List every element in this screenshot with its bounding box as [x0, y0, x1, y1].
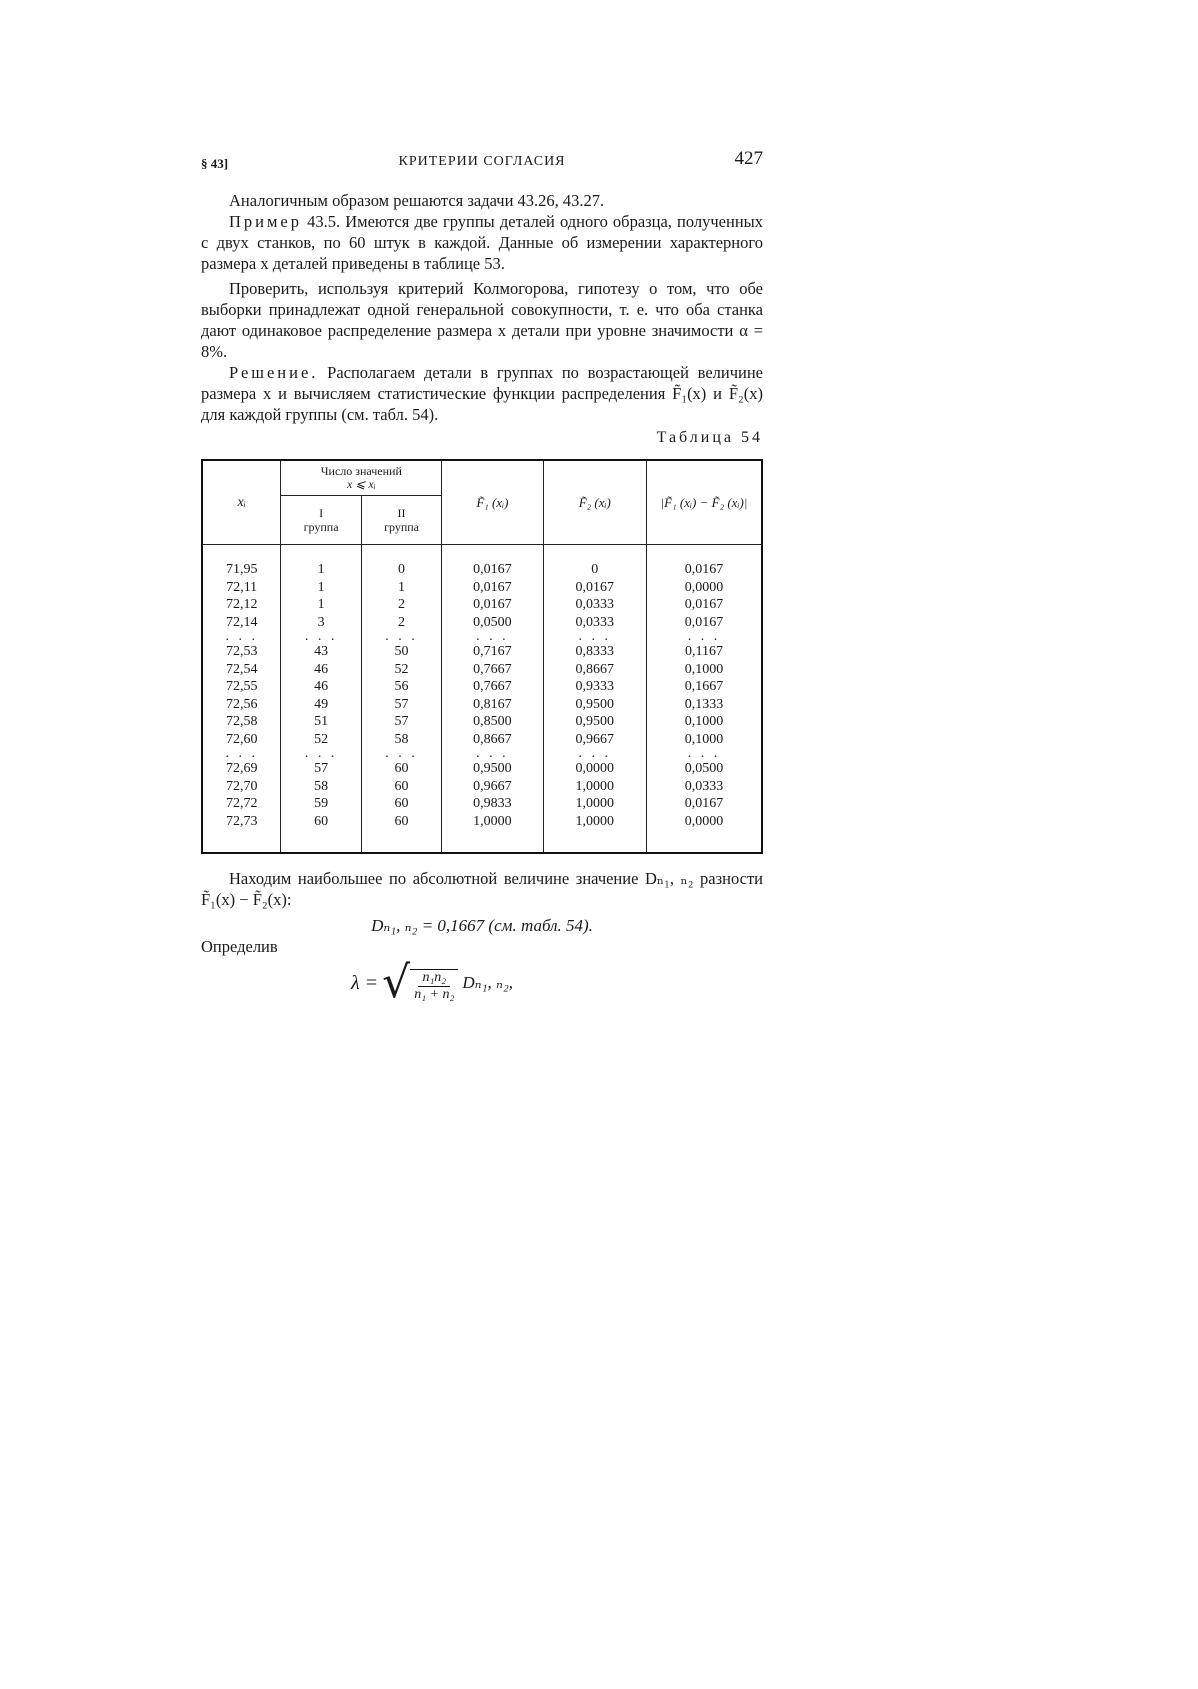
example-paragraph	[201, 211, 763, 274]
table-cell	[202, 830, 281, 853]
table-cell: 59	[281, 795, 361, 813]
table-cell: . . .	[647, 631, 763, 643]
example-number: 43.5.	[307, 212, 341, 231]
solution-label: Решение.	[229, 363, 319, 382]
table-cell: . . .	[442, 631, 543, 643]
table-cell: 0,9500	[543, 696, 646, 714]
table-row	[202, 661, 762, 679]
table-cell: 0,0167	[647, 614, 763, 632]
table-cell	[442, 545, 543, 562]
table-row	[202, 813, 762, 831]
table-cell: 51	[281, 713, 361, 731]
table-cell	[361, 830, 441, 853]
sqrt-icon: √	[382, 957, 411, 1008]
table-spacer-row	[202, 830, 762, 853]
table-cell: 0,8333	[543, 643, 646, 661]
table-cell: 43	[281, 643, 361, 661]
table-cell: 0,9333	[543, 678, 646, 696]
solution-paragraph	[201, 362, 763, 425]
fraction-numerator: n₁n₂	[418, 970, 450, 987]
table-row	[202, 696, 762, 714]
lambda-expression	[351, 957, 514, 1008]
table-cell: 57	[281, 760, 361, 778]
table-cell: 0,1000	[647, 713, 763, 731]
table-cell: 60	[361, 778, 441, 796]
table-row	[202, 561, 762, 579]
group1-word: группа	[303, 520, 339, 534]
table-cell: 1	[281, 561, 361, 579]
table-row	[202, 760, 762, 778]
table-cell: 0,9500	[543, 713, 646, 731]
table-cell: 72,70	[202, 778, 281, 796]
table-row	[202, 678, 762, 696]
table-row	[202, 596, 762, 614]
table-cell: . . .	[202, 748, 281, 760]
table-cell	[202, 545, 281, 562]
table-cell	[543, 545, 646, 562]
table-row	[202, 795, 762, 813]
table-cell: 52	[281, 731, 361, 749]
book-page	[201, 148, 763, 1017]
table-cell: 57	[361, 696, 441, 714]
table-cell	[543, 830, 646, 853]
formula-d: Dₙ₁, ₙ₂ = 0,1667 (см. табл. 54).	[371, 916, 593, 935]
table-cell: 72,11	[202, 579, 281, 597]
table-cell: 72,54	[202, 661, 281, 679]
table-cell: 0,0333	[543, 596, 646, 614]
table-cell	[647, 545, 763, 562]
table-cell: 1,0000	[442, 813, 543, 831]
group2-word: группа	[384, 520, 419, 534]
col-header-group2	[361, 496, 441, 545]
table-row	[202, 778, 762, 796]
table-cell: . . .	[442, 748, 543, 760]
table-cell: 0,8667	[543, 661, 646, 679]
table-cell: 2	[361, 596, 441, 614]
table-caption: Таблица 54	[656, 429, 763, 446]
table-cell: 0,0000	[647, 813, 763, 831]
table-cell: 0,0167	[442, 579, 543, 597]
col-header-x: xᵢ	[202, 460, 281, 545]
col-header-f1: F̃₁ (xᵢ)	[442, 460, 543, 545]
table-row	[202, 579, 762, 597]
table-cell: 0,9667	[543, 731, 646, 749]
table-cell: 0,0500	[647, 760, 763, 778]
group1-numeral: I	[319, 506, 324, 520]
lambda-lhs: λ =	[351, 971, 379, 994]
table-cell: 0,9500	[442, 760, 543, 778]
table-cell: 72,69	[202, 760, 281, 778]
table-cell: . . .	[361, 631, 441, 643]
table-cell: 0,9833	[442, 795, 543, 813]
table-body	[202, 545, 762, 854]
table-cell: 0	[543, 561, 646, 579]
table-cell: 0,0000	[543, 760, 646, 778]
find-paragraph: Находим наибольшее по абсолютной величине значение Dₙ₁, ₙ₂ разности F̃₁(x) − F̃₂(x):	[201, 869, 763, 909]
table-row	[202, 643, 762, 661]
table-cell: 60	[361, 795, 441, 813]
table-cell: . . .	[647, 748, 763, 760]
table-cell: 0,1000	[647, 731, 763, 749]
table-cell: 0,8667	[442, 731, 543, 749]
table-cell: 72,72	[202, 795, 281, 813]
table-ellipsis-row	[202, 631, 762, 643]
table-cell: 72,60	[202, 731, 281, 749]
table-cell: 0,1167	[647, 643, 763, 661]
table-cell: 58	[361, 731, 441, 749]
table-cell: 1,0000	[543, 795, 646, 813]
table-cell	[442, 830, 543, 853]
table-cell: . . .	[281, 631, 361, 643]
col-header-group1	[281, 496, 361, 545]
table-cell: 46	[281, 661, 361, 679]
table-cell: 60	[361, 760, 441, 778]
section-number: § 43]	[201, 156, 229, 171]
table-cell: 60	[281, 813, 361, 831]
table-cell: 72,55	[202, 678, 281, 696]
table-cell: 3	[281, 614, 361, 632]
table-cell: 60	[361, 813, 441, 831]
table-cell: 58	[281, 778, 361, 796]
col-header-count	[281, 460, 442, 496]
table-spacer-row	[202, 545, 762, 562]
table-cell: 0,0167	[647, 561, 763, 579]
define-word: Определив	[201, 937, 278, 956]
table-cell: 72,58	[202, 713, 281, 731]
table-cell: 0,7667	[442, 678, 543, 696]
task-paragraph: Проверить, используя критерий Колмогорова, гипотезу о том, что обе выборки принадлежат одной генеральной совокупности, т. е. что оба станка дают одинаковое распределение размера x детали при уровне значимости α = 8%.	[201, 279, 763, 361]
table-ellipsis-row	[202, 748, 762, 760]
table-cell: 49	[281, 696, 361, 714]
table-cell: 0,0500	[442, 614, 543, 632]
table-cell: . . .	[202, 631, 281, 643]
intro-paragraph: Аналогичным образом решаются задачи 43.26, 43.27.	[229, 191, 605, 210]
lambda-fraction	[410, 969, 458, 1003]
table-cell: 1	[281, 596, 361, 614]
group2-numeral: II	[397, 506, 406, 520]
table-cell: 0,1333	[647, 696, 763, 714]
table-cell: 0,8167	[442, 696, 543, 714]
table-cell: 71,95	[202, 561, 281, 579]
table-cell: 0,0167	[543, 579, 646, 597]
table-cell: 1,0000	[543, 778, 646, 796]
table-cell: 46	[281, 678, 361, 696]
table-cell	[281, 830, 361, 853]
example-label: Пример	[229, 212, 303, 231]
table-cell: 56	[361, 678, 441, 696]
table-cell: 72,73	[202, 813, 281, 831]
lambda-tail: Dₙ₁, ₙ₂,	[462, 973, 514, 992]
table-cell: 1	[281, 579, 361, 597]
table-cell: 0,8500	[442, 713, 543, 731]
table-cell: 0,1000	[647, 661, 763, 679]
table-cell: 0,0167	[442, 596, 543, 614]
table-cell: 0,0000	[647, 579, 763, 597]
fraction-denominator: n₁ + n₂	[414, 987, 455, 1002]
table-54	[201, 459, 763, 854]
table-cell: 72,12	[202, 596, 281, 614]
table-cell: 57	[361, 713, 441, 731]
count-condition: x ⩽ xᵢ	[347, 477, 376, 491]
running-header	[201, 148, 763, 176]
table-cell: 0	[361, 561, 441, 579]
table-cell: . . .	[543, 748, 646, 760]
table-cell: 1	[361, 579, 441, 597]
table-cell: 1,0000	[543, 813, 646, 831]
table-row	[202, 713, 762, 731]
table-cell: 0,1667	[647, 678, 763, 696]
lambda-formula	[201, 957, 763, 1017]
table-cell: 2	[361, 614, 441, 632]
table-cell: 52	[361, 661, 441, 679]
count-label: Число значений	[320, 464, 402, 478]
table-cell: 0,7667	[442, 661, 543, 679]
solution-text: Располагаем детали в группах по возрастающей величине размера x и вычисляем статистические функции распределения F̃₁(x) и F̃₂(x) для каждой группы (см. табл. 54).	[201, 363, 763, 424]
table-cell: 0,0167	[647, 596, 763, 614]
table-cell: 0,0333	[647, 778, 763, 796]
running-title: КРИТЕРИИ СОГЛАСИЯ	[398, 154, 566, 169]
table-cell: 0,0167	[647, 795, 763, 813]
example-text: Имеются две группы деталей одного образца, полученных с двух станков, по 60 штук в каждой. Данные об измерении характерного размера x деталей приведены в таблице 53.	[201, 212, 764, 273]
table-cell: 0,9667	[442, 778, 543, 796]
col-header-diff: |F̃₁ (xᵢ) − F̃₂ (xᵢ)|	[647, 460, 763, 545]
table-cell	[281, 545, 361, 562]
table-cell: 72,14	[202, 614, 281, 632]
table-cell	[361, 545, 441, 562]
table-cell: 72,53	[202, 643, 281, 661]
table-cell	[647, 830, 763, 853]
table-cell: 0,0167	[442, 561, 543, 579]
table-cell: 72,56	[202, 696, 281, 714]
table-cell: 50	[361, 643, 441, 661]
page-number: 427	[734, 148, 763, 169]
table-cell: . . .	[361, 748, 441, 760]
col-header-f2: F̃₂ (xᵢ)	[543, 460, 646, 545]
table-cell: 0,7167	[442, 643, 543, 661]
table-cell: . . .	[281, 748, 361, 760]
table-cell: 0,0333	[543, 614, 646, 632]
table-cell: . . .	[543, 631, 646, 643]
